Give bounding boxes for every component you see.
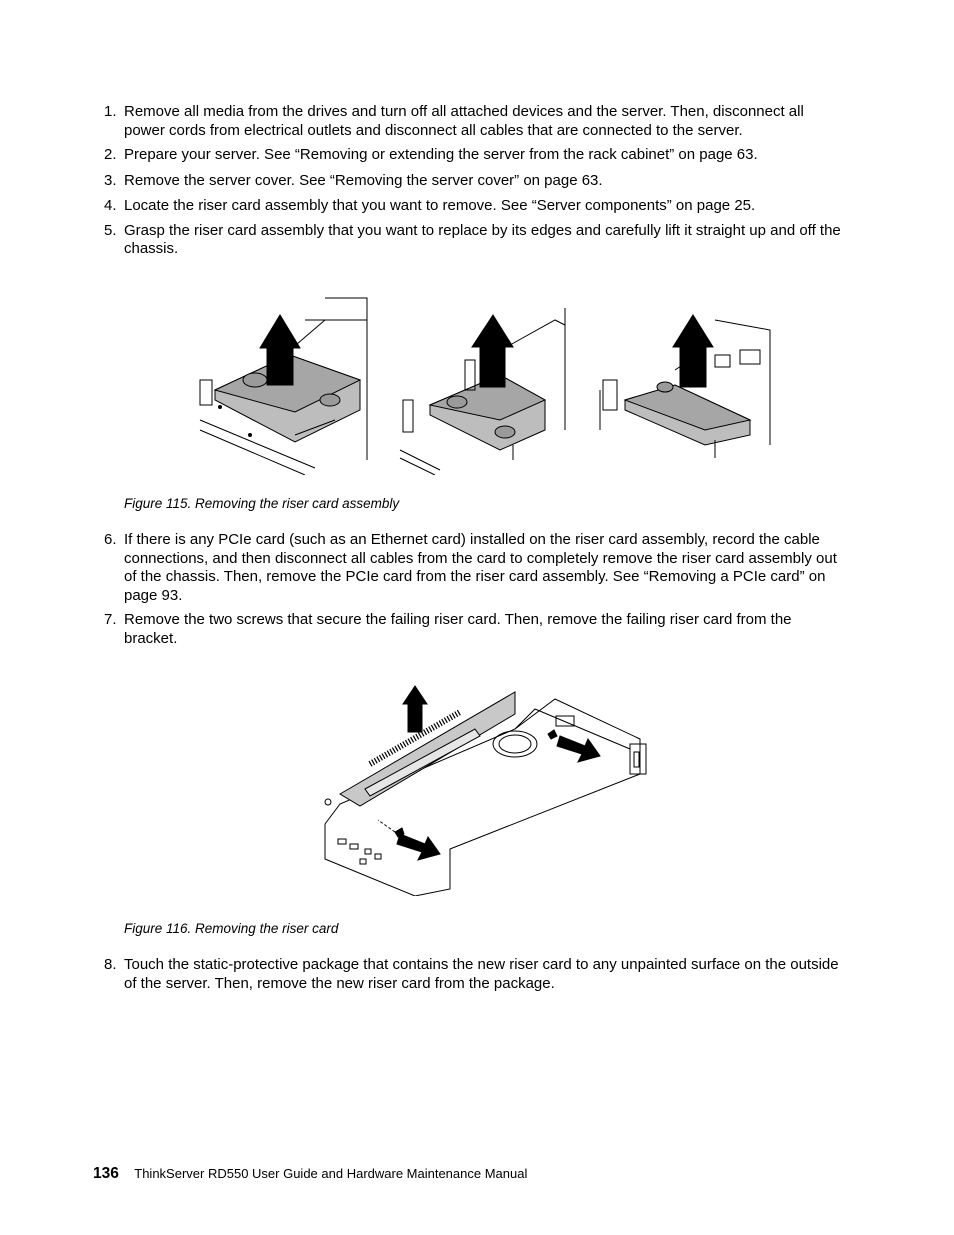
figure-115-caption: Figure 115. Removing the riser card assembly — [124, 496, 400, 511]
page-footer — [93, 1165, 527, 1183]
step-number: 4. — [104, 197, 117, 214]
up-arrow — [403, 686, 427, 732]
manual-title: ThinkServer RD550 User Guide and Hardware Maintenance Manual — [134, 1166, 528, 1181]
figure-116-caption: Figure 116. Removing the riser card — [124, 921, 339, 936]
step-number: 8. — [104, 956, 117, 973]
lift-arrow-3 — [673, 315, 713, 387]
steps-6-7 — [96, 531, 846, 648]
step-number: 7. — [104, 611, 117, 628]
steps-1-5 — [96, 103, 846, 259]
lift-arrow-2 — [472, 315, 513, 387]
step-text: Remove all media from the drives and turn off all attached devices and the server. Then, disconnect all power cords from electrical outlets and disconnect all cables that are connected to the server. — [124, 103, 804, 139]
step-text: Prepare your server. See “Removing or extending the server from the rack cabinet” on page 63. — [124, 146, 758, 163]
steps-8 — [96, 956, 846, 993]
step-number: 1. — [104, 103, 117, 120]
figure-115-illustration — [195, 290, 775, 475]
figure-116-illustration — [320, 684, 655, 896]
step-1 — [96, 103, 846, 140]
step-number: 2. — [104, 146, 117, 163]
step-4 — [96, 197, 846, 216]
step-number: 3. — [104, 171, 117, 189]
step-5 — [96, 222, 846, 259]
step-3 — [96, 172, 846, 191]
page-number: 136 — [93, 1165, 119, 1182]
step-8 — [96, 956, 846, 993]
step-6 — [96, 531, 846, 605]
step-number: 5. — [104, 221, 117, 239]
step-text: Locate the riser card assembly that you want to remove. See “Server components” on page 25. — [124, 197, 756, 214]
step-number: 6. — [104, 531, 117, 548]
step-text: Grasp the riser card assembly that you want to replace by its edges and carefully lift it straight up and off the chassis. — [124, 221, 841, 257]
step-text: Remove the server cover. See “Removing the server cover” on page 63. — [124, 171, 603, 189]
step-2 — [96, 146, 846, 165]
step-7 — [96, 611, 804, 648]
step-text: Remove the two screws that secure the failing riser card. Then, remove the failing riser card from the bracket. — [124, 611, 792, 647]
step-text: Touch the static-protective package that contains the new riser card to any unpainted surface on the outside of the server. Then, remove the new riser card from the package. — [124, 956, 839, 992]
step-text: If there is any PCIe card (such as an Ethernet card) installed on the riser card assembly, record the cable connections, and then disconnect all cables from the card to completely remove the riser card assembly out of the chassis. Then, remove the PCIe card from the riser card assembly. See “Removing a PCIe card” on page 93. — [124, 531, 837, 604]
